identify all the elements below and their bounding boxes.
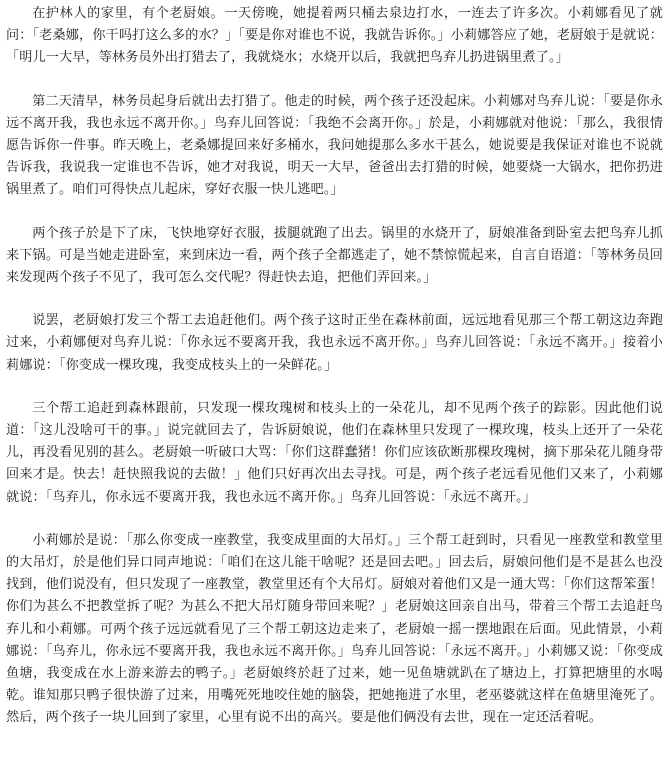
story-paragraph-4: 说罢，老厨娘打发三个帮工去追赶他们。两个孩子这时正坐在森林前面，远远地看见那三个帮工朝这边奔跑过来，小莉娜便对鸟弃儿说：「你永远不要离开我，我也永远不离开你。」鸟弃儿回答说：「永远不离开。」接着小莉娜说：「你变成一棵玫瑰，我变成枝头上的一朵鲜花。」 — [6, 313, 663, 373]
story-paragraph-5: 三个帮工追赶到森林跟前，只发现一棵玫瑰树和枝头上的一朵花儿，却不见两个孩子的踪影。因此他们说道：「这儿没啥可干的事。」说完就回去了，告诉厨娘说，他们在森林里只发现了一棵玫瑰，枝头上还开了一朵花儿，再没看见别的甚么。老厨娘一听破口大骂：「你们这群蠢猪！你们应该砍断那棵玫瑰树，摘下那朵花儿随身带回来才是。快去！赶快照我说的去做！」他们只好再次出去寻找。可是，两个孩子老远看见他们又来了，小莉娜就说：「鸟弃儿，你永远不要离开我，我也永远不离开你。」鸟弃儿回答说：「永远不离开。」 — [6, 400, 663, 505]
story-paragraph-2: 第二天清早，林务员起身后就出去打猎了。他走的时候，两个孩子还没起床。小莉娜对鸟弃儿说：「要是你永远不离开我，我也永远不离开你。」鸟弃儿回答说：「我绝不会离开你。」於是，小莉娜就对他说：「那么，我很情愿告诉你一件事。昨天晚上，老桑娜提回来好多桶水，我问她提那么多水干甚么，她说要是我保证对谁也不说就告诉我，我说我一定谁也不告诉，她才对我说，明天一大早，爸爸出去打猎的时候，她要烧一大锅水，把你扔进锅里煮了。咱们可得快点儿起床，穿好衣服一快儿逃吧。」 — [6, 93, 663, 198]
story-paragraph-1: 在护林人的家里，有个老厨娘。一天傍晚，她提着两只桶去泉边打水，一连去了许多次。小莉娜看见了就问：「老桑娜，你干吗打这么多的水？」「要是你对谁也不说，我就告诉你。」小莉娜答应了她，老厨娘于是就说：「明儿一大早，等林务员外出打猎去了，我就烧水；水烧开以后，我就把鸟弃儿扔进锅里煮了。」 — [6, 6, 663, 66]
story-paragraph-6: 小莉娜於是说：「那么你变成一座教堂，我变成里面的大吊灯。」三个帮工赶到时，只看见一座教堂和教堂里的大吊灯，於是他们异口同声地说：「咱们在这儿能干啥呢？还是回去吧。」回去后，厨娘问他们是不是甚么也没找到，他们说没有，但只发现了一座教堂，教堂里还有个大吊灯。厨娘对着他们又是一通大骂：「你们这帮笨蛋！你们为甚么不把教堂拆了呢？为甚么不把大吊灯随身带回来呢？」老厨娘这回亲自出马，带着三个帮工去追赶鸟弃儿和小莉娜。可两个孩子远远就看见了三个帮工朝这边走来了，老厨娘一摇一摆地跟在后面。见此情景，小莉娜说：「鸟弃儿，你永远不要离开我，我也永远不离开你。」鸟弃儿回答说：「永远不离开。」小莉娜又说：「你变成鱼塘，我变成在水上游来游去的鸭子。」老厨娘终於赶了过来，她一见鱼塘就趴在了塘边上，打算把塘里的水喝乾。谁知那只鸭子很快游了过来，用嘴死死地咬住她的脑袋，把她拖进了水里，老巫婆就这样在鱼塘里淹死了。然后，两个孩子一块儿回到了家里，心里有说不出的高兴。要是他们俩没有去世，现在一定还活着呢。 — [6, 532, 663, 726]
story-paragraph-3: 两个孩子於是下了床，飞快地穿好衣服，拔腿就跑了出去。锅里的水烧开了，厨娘准备到卧室去把鸟弃儿抓来下锅。可是当她走进卧室，来到床边一看，两个孩子全都逃走了，她不禁惊慌起来，自言自语道：「等林务员回来发现两个孩子不见了，我可怎么交代呢？得赶快去追，把他们弄回来。」 — [6, 225, 663, 286]
